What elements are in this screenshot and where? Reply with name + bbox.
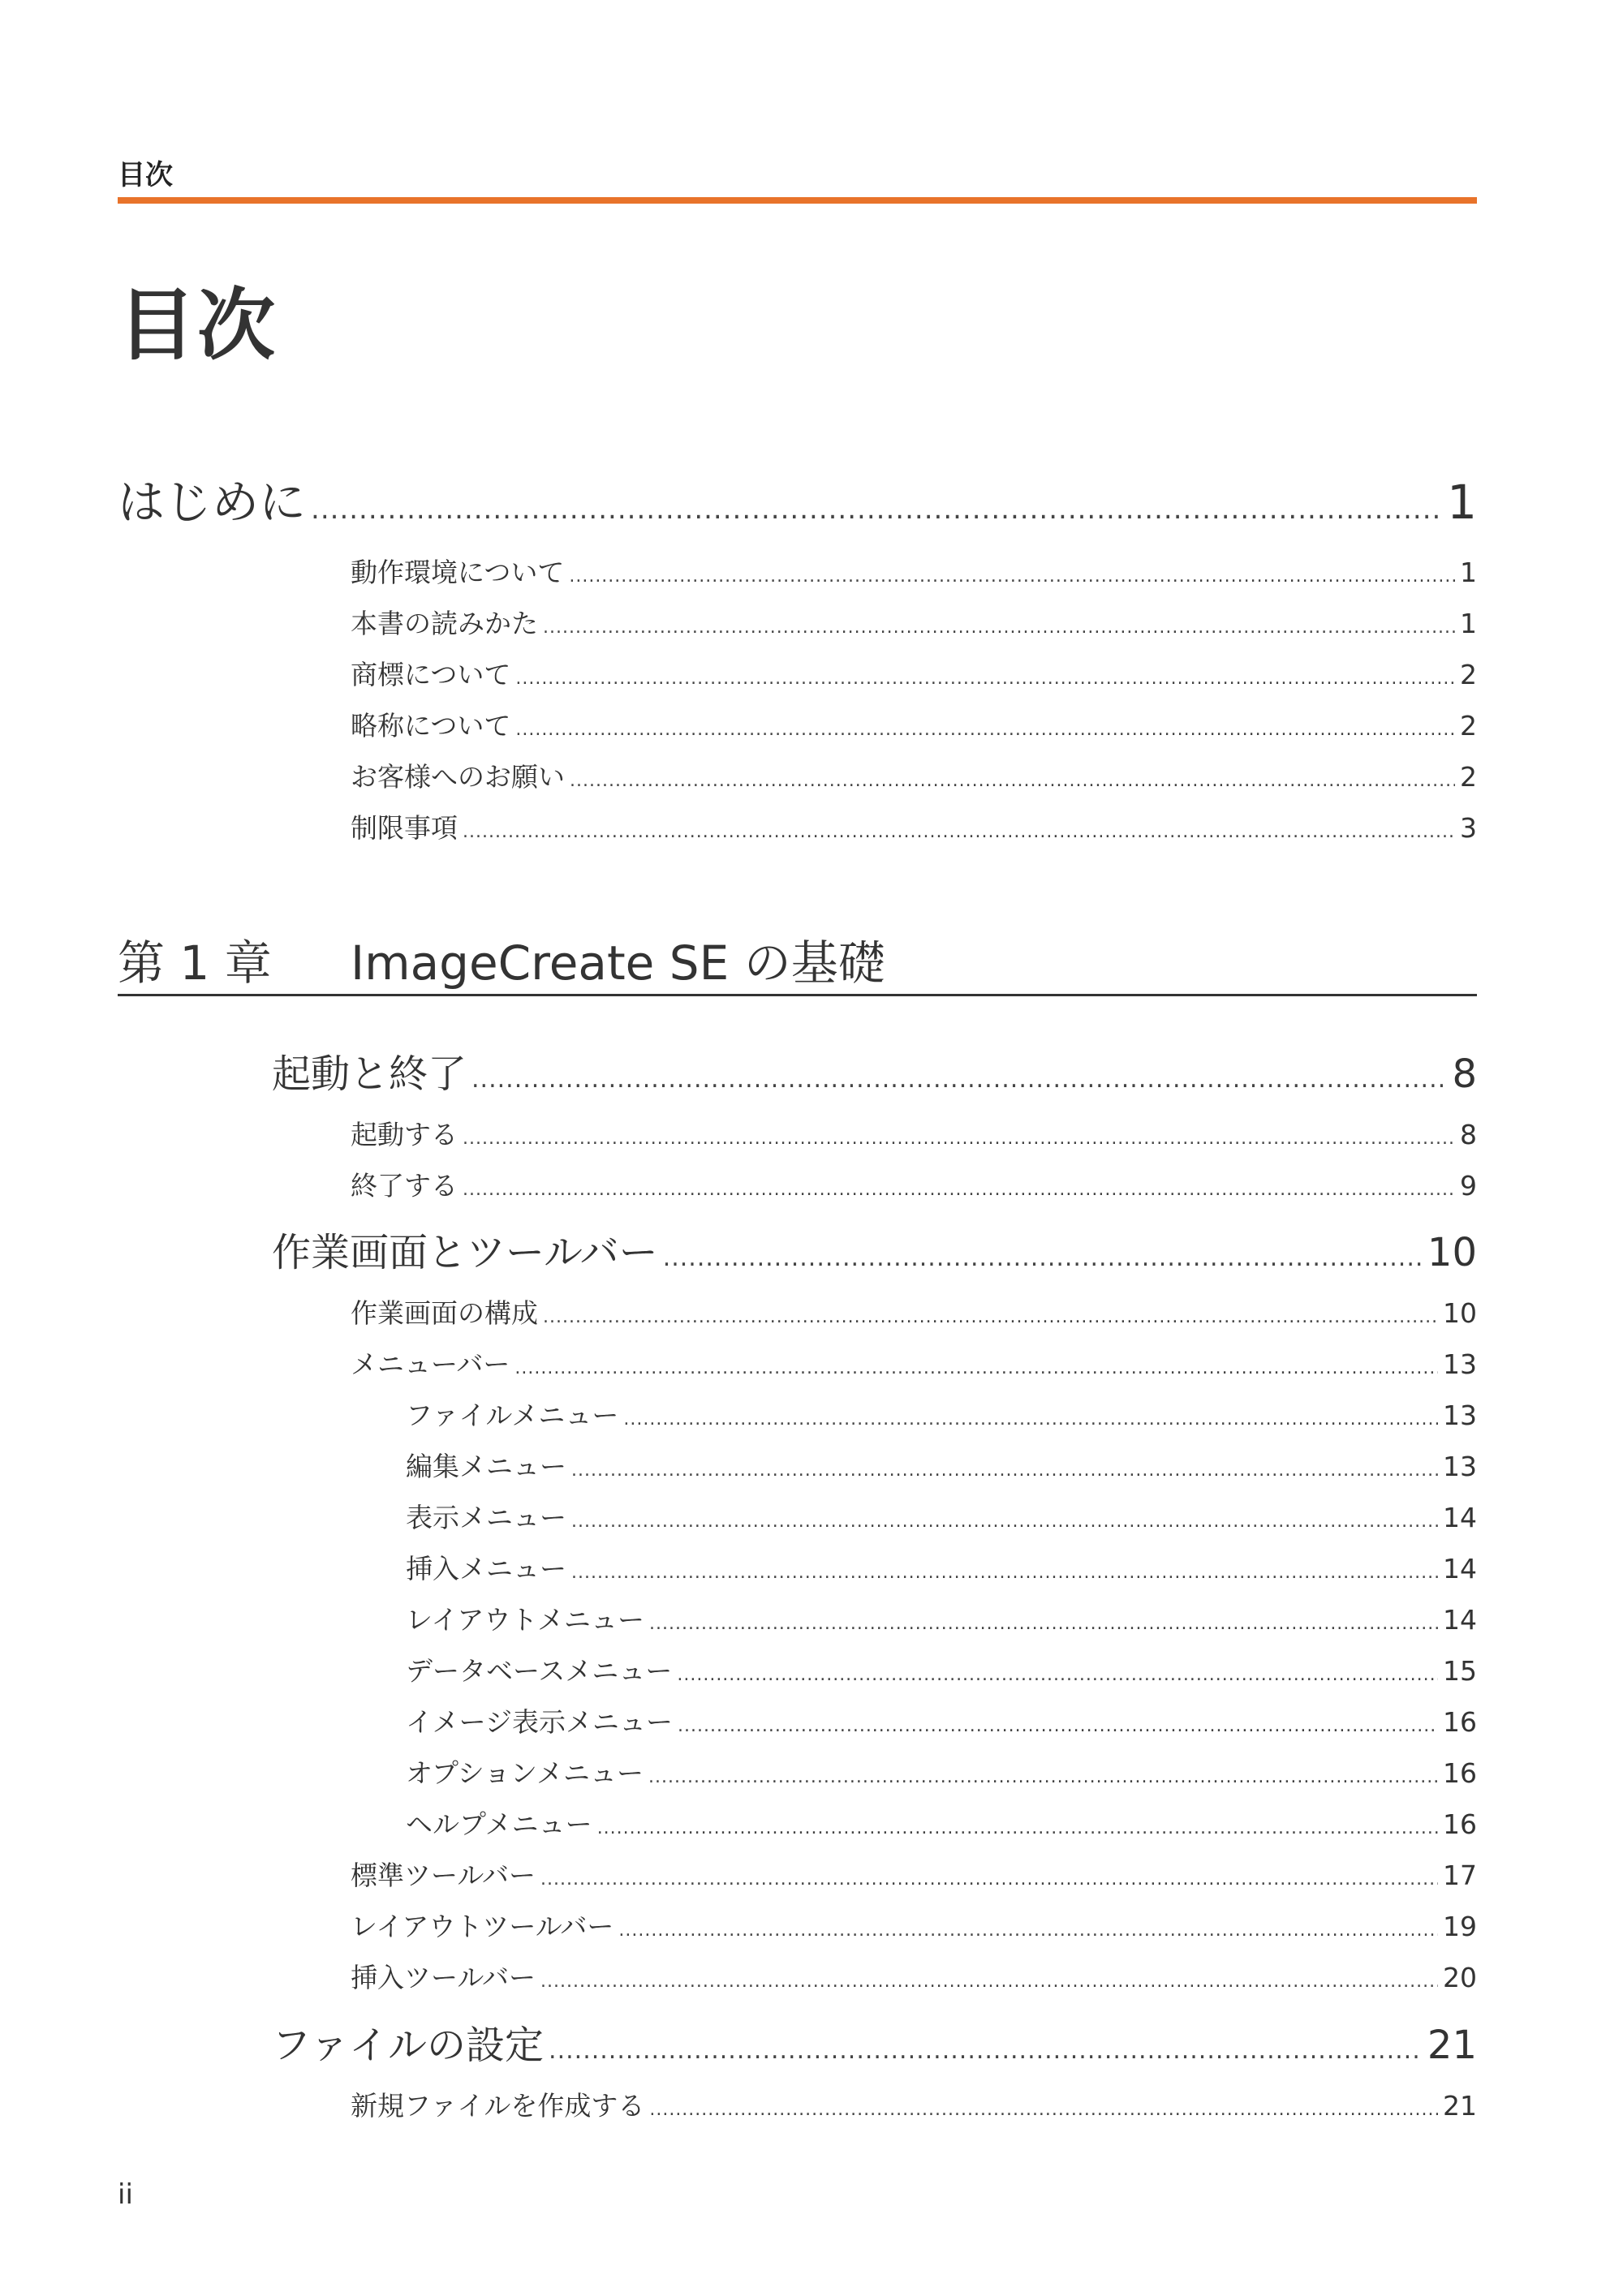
toc-leader-dots bbox=[463, 822, 1455, 842]
toc-entry-label: 商標について bbox=[351, 659, 511, 690]
toc-entry-label: 制限事項 bbox=[351, 812, 458, 844]
toc-leader-dots bbox=[543, 617, 1455, 638]
toc-entry-label: 編集メニュー bbox=[406, 1451, 566, 1482]
toc-entry-label: 挿入メニュー bbox=[406, 1553, 566, 1584]
toc-leader-dots bbox=[618, 1920, 1438, 1941]
toc-entry-page: 14 bbox=[1443, 1604, 1477, 1636]
toc-leader-dots bbox=[540, 1869, 1438, 1890]
toc-leader-dots bbox=[540, 1971, 1438, 1992]
toc-entry-page: 13 bbox=[1443, 1400, 1477, 1431]
toc-leader-dots bbox=[463, 1129, 1455, 1149]
toc-entry-label: 動作環境について bbox=[351, 557, 565, 588]
toc-entry-page: 1 bbox=[1447, 475, 1477, 530]
toc-leader-dots bbox=[677, 1665, 1438, 1685]
toc-entry-page: 16 bbox=[1443, 1706, 1477, 1738]
toc-entry-page: 13 bbox=[1443, 1451, 1477, 1482]
toc-section[interactable] bbox=[272, 1043, 1477, 1099]
toc-entry-label: ファイルメニュー bbox=[406, 1400, 619, 1431]
toc-entry-page: 10 bbox=[1443, 1297, 1477, 1329]
toc-subentry[interactable] bbox=[406, 1752, 1477, 1791]
toc-subentry[interactable] bbox=[406, 1497, 1477, 1535]
toc-entry[interactable] bbox=[351, 1114, 1477, 1152]
toc-entry-label: 本書の読みかた bbox=[351, 608, 538, 639]
toc-entry-page: 19 bbox=[1443, 1911, 1477, 1942]
toc-entry-label: ヘルプメニュー bbox=[406, 1808, 592, 1840]
toc-entry-page: 14 bbox=[1443, 1502, 1477, 1533]
toc-entry-page: 3 bbox=[1460, 812, 1477, 844]
toc-entry[interactable] bbox=[351, 705, 1477, 743]
toc-section-page: 8 bbox=[1452, 1051, 1477, 1097]
toc-subentry[interactable] bbox=[406, 1804, 1477, 1842]
chapter-rule bbox=[118, 994, 1477, 996]
toc-subentry[interactable] bbox=[406, 1395, 1477, 1433]
toc-entry-page: 16 bbox=[1443, 1757, 1477, 1789]
toc-leader-dots bbox=[649, 2100, 1438, 2120]
chapter-heading bbox=[118, 925, 1477, 993]
toc-leader-dots bbox=[549, 2036, 1423, 2065]
toc-entry[interactable] bbox=[351, 603, 1477, 641]
toc-leader-dots bbox=[515, 669, 1455, 689]
toc-entry-label: お客様へのお願い bbox=[351, 761, 565, 793]
toc-entry-label: データベースメニュー bbox=[406, 1655, 673, 1687]
toc-subentry[interactable] bbox=[406, 1548, 1477, 1586]
toc-leader-dots bbox=[569, 566, 1455, 587]
toc-entry[interactable] bbox=[351, 1344, 1477, 1382]
toc-leader-dots bbox=[514, 1358, 1438, 1378]
toc-entry[interactable] bbox=[351, 552, 1477, 590]
toc-entry-label: メニューバー bbox=[351, 1348, 510, 1380]
toc-leader-dots bbox=[597, 1818, 1438, 1838]
toc-entry-page: 17 bbox=[1443, 1860, 1477, 1891]
toc-subentry[interactable] bbox=[406, 1701, 1477, 1739]
toc-entry-page: 2 bbox=[1460, 761, 1477, 793]
toc-entry-page: 20 bbox=[1443, 1962, 1477, 1993]
header-rule bbox=[118, 197, 1477, 204]
toc-entry-label: 挿入ツールバー bbox=[351, 1962, 536, 1993]
toc-leader-dots bbox=[648, 1767, 1438, 1787]
toc-leader-dots bbox=[623, 1409, 1438, 1430]
toc-leader-dots bbox=[463, 1180, 1455, 1200]
toc-entry-label: 新規ファイルを作成する bbox=[351, 2090, 645, 2122]
toc-entry-label: レイアウトメニュー bbox=[406, 1604, 645, 1636]
toc-entry-page: 1 bbox=[1460, 608, 1477, 639]
toc-entry-page: 13 bbox=[1443, 1348, 1477, 1380]
toc-entry[interactable] bbox=[351, 1165, 1477, 1203]
toc-section[interactable] bbox=[272, 1221, 1477, 1277]
toc-leader-dots bbox=[649, 1614, 1438, 1634]
toc-leader-dots bbox=[571, 1460, 1438, 1481]
toc-section-page: 21 bbox=[1427, 2023, 1477, 2068]
toc-entry-page: 2 bbox=[1460, 659, 1477, 690]
toc-entry-label: オプションメニュー bbox=[406, 1757, 644, 1789]
toc-entry-page: 1 bbox=[1460, 557, 1477, 588]
toc-entry[interactable] bbox=[351, 1957, 1477, 1995]
toc-entry-label: イメージ表示メニュー bbox=[406, 1706, 674, 1738]
toc-entry-intro[interactable] bbox=[118, 464, 1477, 532]
chapter-title: ImageCreate SE の基礎 bbox=[351, 935, 885, 991]
toc-entry-page: 9 bbox=[1460, 1170, 1477, 1202]
toc-entry[interactable] bbox=[351, 2085, 1477, 2123]
toc-entry-label: 終了する bbox=[351, 1170, 458, 1202]
toc-entry-label: レイアウトツールバー bbox=[351, 1911, 614, 1942]
toc-entry-page: 16 bbox=[1443, 1808, 1477, 1840]
toc-entry-page: 15 bbox=[1443, 1655, 1477, 1687]
page-number: ii bbox=[118, 2178, 133, 2211]
toc-entry-page: 14 bbox=[1443, 1553, 1477, 1584]
toc-section-page: 10 bbox=[1427, 1230, 1477, 1275]
toc-entry[interactable] bbox=[351, 756, 1477, 794]
toc-section-label: 起動と終了 bbox=[272, 1051, 467, 1097]
toc-leader-dots bbox=[311, 493, 1442, 526]
toc-entry[interactable] bbox=[351, 1855, 1477, 1893]
toc-entry-page: 2 bbox=[1460, 710, 1477, 742]
toc-leader-dots bbox=[515, 720, 1455, 740]
toc-subentry[interactable] bbox=[406, 1599, 1477, 1637]
toc-leader-dots bbox=[571, 1563, 1438, 1583]
toc-entry-label: 表示メニュー bbox=[406, 1502, 566, 1533]
toc-entry-label: 起動する bbox=[351, 1119, 458, 1150]
toc-subentry[interactable] bbox=[406, 1446, 1477, 1484]
toc-entry-page: 8 bbox=[1460, 1119, 1477, 1150]
toc-leader-dots bbox=[543, 1307, 1438, 1327]
toc-leader-dots bbox=[570, 771, 1455, 791]
toc-entry[interactable] bbox=[351, 654, 1477, 692]
toc-entry-label: 作業画面の構成 bbox=[351, 1297, 538, 1329]
toc-section-label: ファイルの設定 bbox=[272, 2023, 545, 2068]
toc-leader-dots bbox=[678, 1716, 1438, 1736]
toc-entry-label: 略称について bbox=[351, 710, 511, 742]
toc-entry[interactable] bbox=[351, 1906, 1477, 1944]
toc-section-label: 作業画面とツールバー bbox=[272, 1230, 658, 1275]
running-header-title: 目次 bbox=[118, 159, 173, 191]
toc-section[interactable] bbox=[272, 2014, 1477, 2070]
page-title: 目次 bbox=[118, 280, 277, 371]
toc-subentry[interactable] bbox=[406, 1650, 1477, 1688]
toc-entry[interactable] bbox=[351, 1292, 1477, 1331]
toc-entry[interactable] bbox=[351, 807, 1477, 845]
toc-entry-label: はじめに bbox=[118, 475, 307, 530]
toc-leader-dots bbox=[571, 1511, 1438, 1532]
toc-entry-page: 21 bbox=[1443, 2090, 1477, 2122]
chapter-number: 第 1 章 bbox=[118, 935, 272, 991]
toc-leader-dots bbox=[471, 1065, 1447, 1094]
toc-entry-label: 標準ツールバー bbox=[351, 1860, 536, 1891]
toc-leader-dots bbox=[663, 1244, 1423, 1272]
